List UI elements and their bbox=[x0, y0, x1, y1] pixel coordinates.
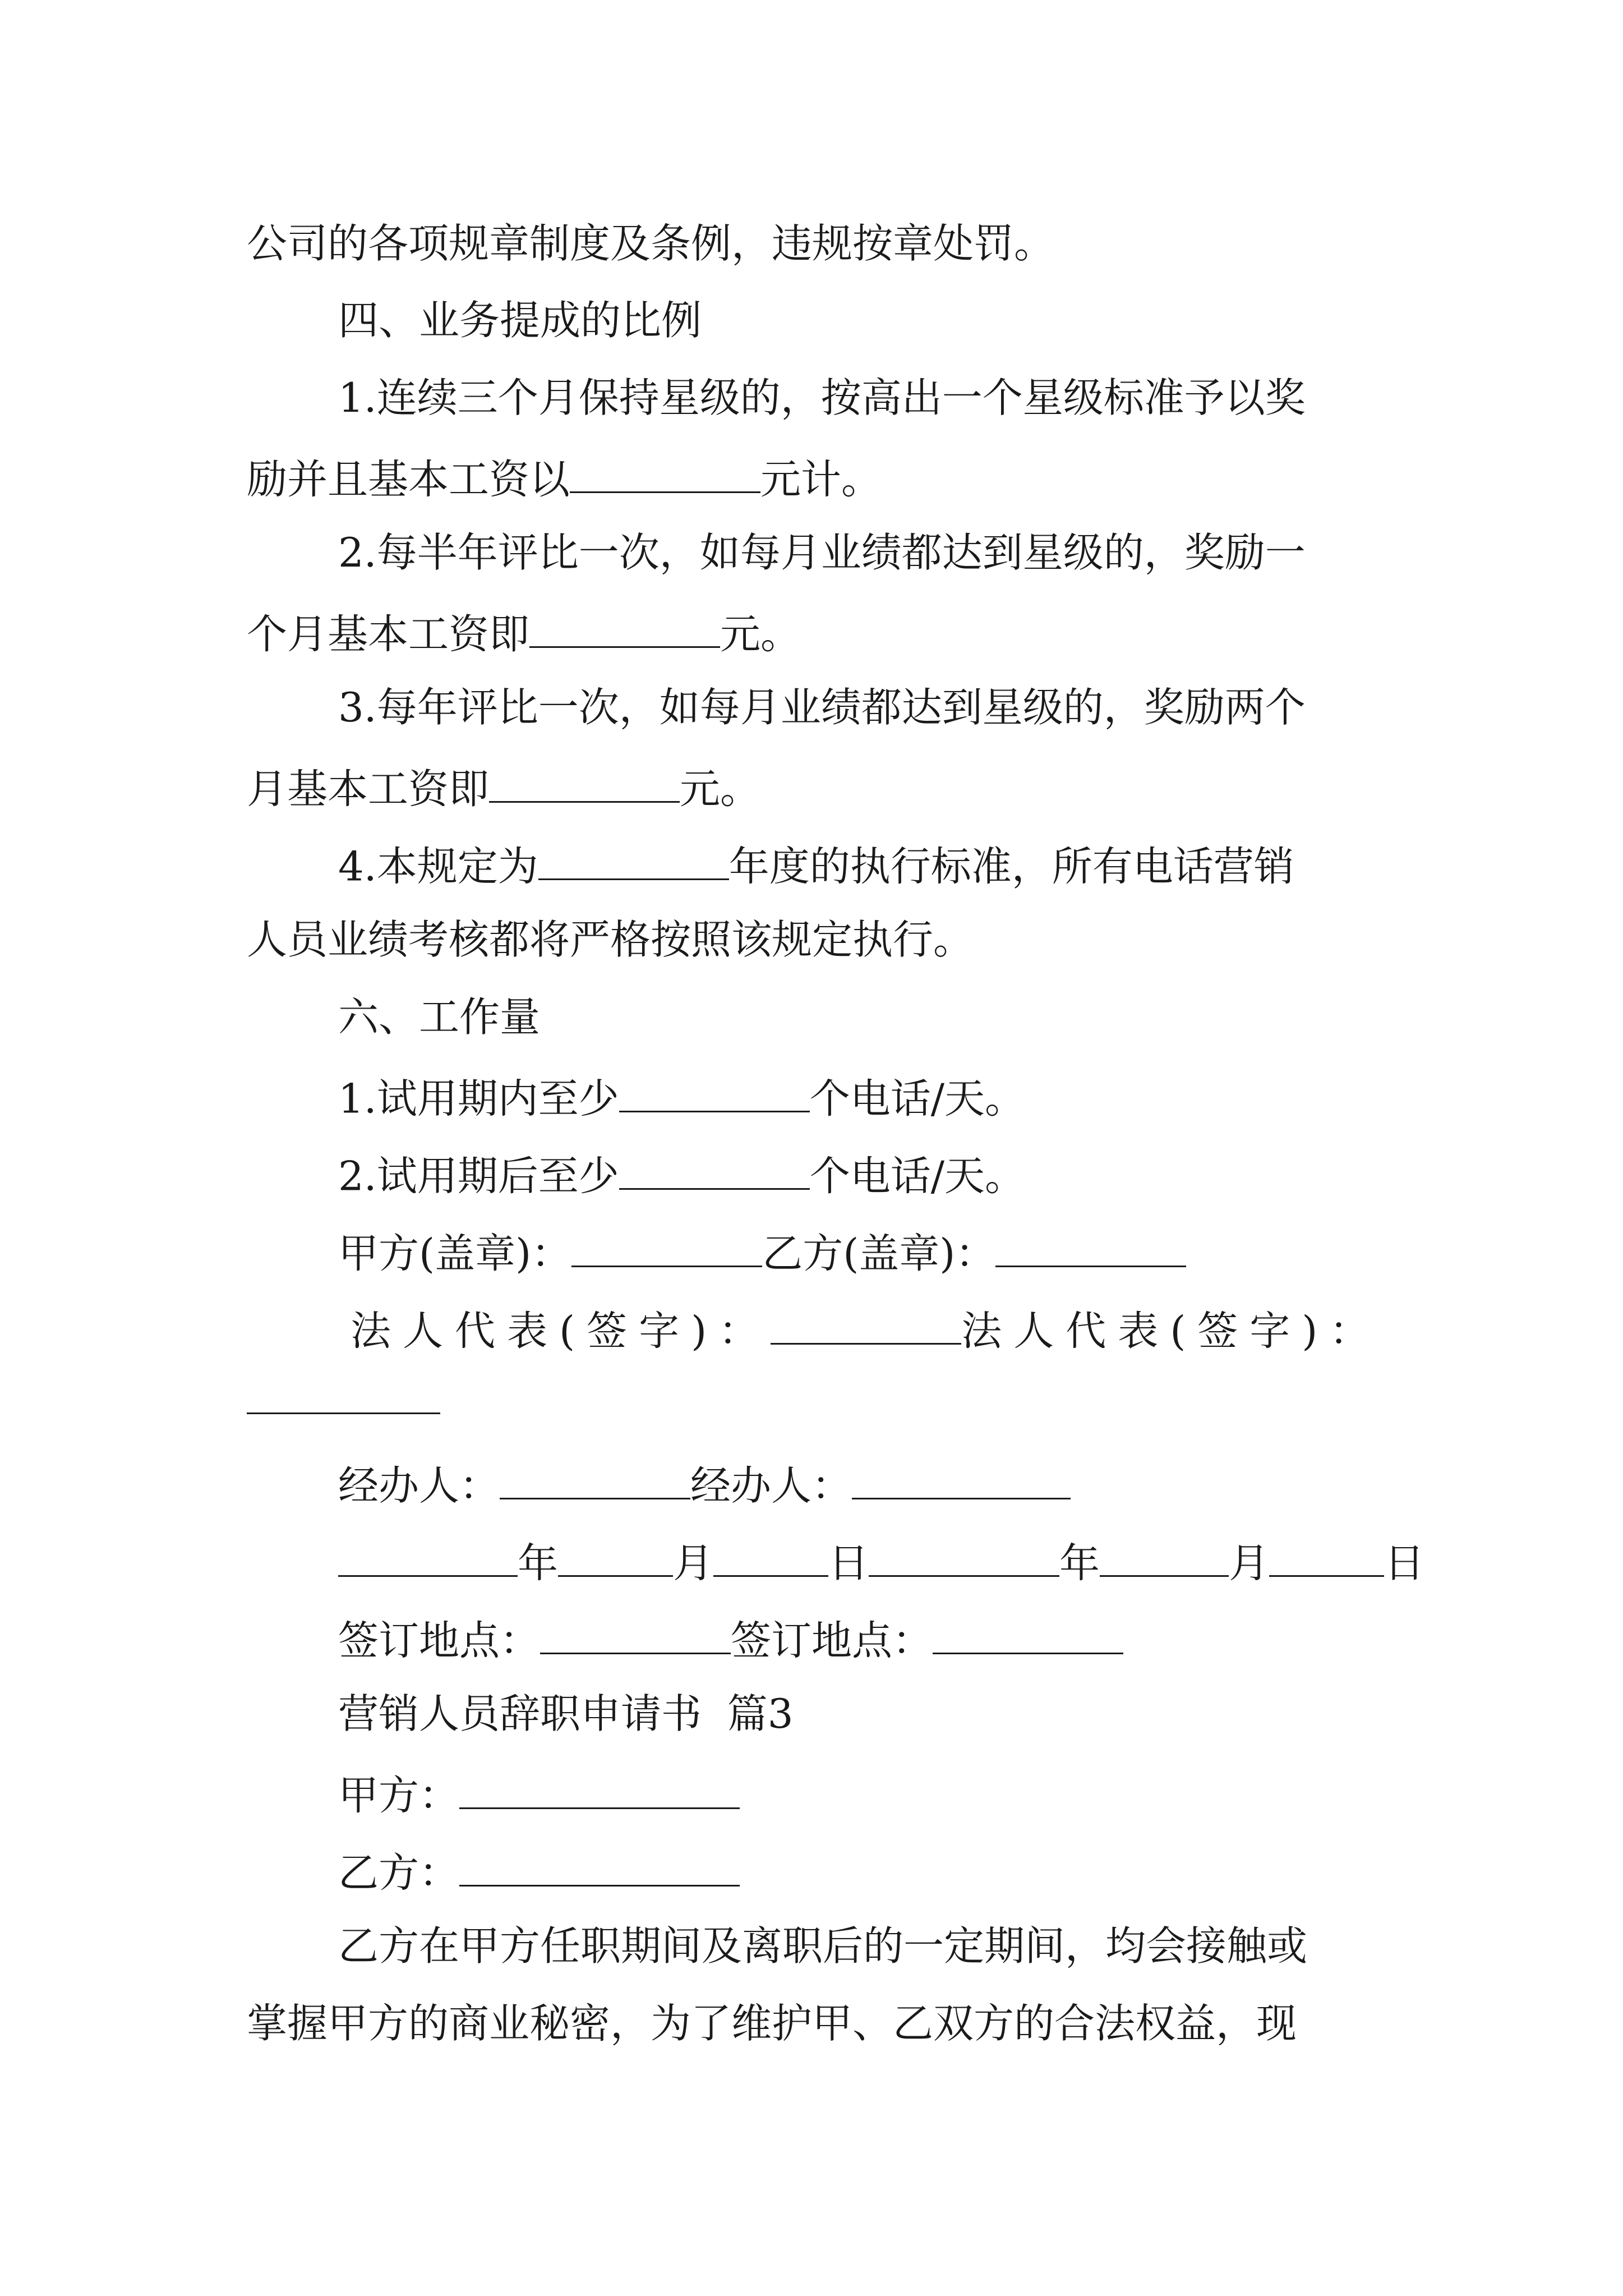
workload-item-1 bbox=[338, 1074, 1025, 1122]
blank-line[interactable] bbox=[619, 1074, 810, 1112]
party-a-label: 甲方： bbox=[338, 1772, 460, 1819]
party-a-place-label: 签订地点： bbox=[338, 1617, 541, 1664]
handler-line bbox=[338, 1461, 1071, 1510]
list-item-1-line-2 bbox=[247, 455, 882, 503]
section-heading-6: 六、工作量 bbox=[338, 993, 541, 1041]
party-b-handler-label: 经办人： bbox=[690, 1462, 852, 1510]
blank-line[interactable] bbox=[570, 455, 760, 493]
party-a-legal-rep-label: 法人代表(签字)： bbox=[351, 1307, 771, 1355]
text-fragment: 4.本规定为 bbox=[338, 843, 538, 890]
blank-line[interactable] bbox=[247, 1412, 440, 1414]
party-b-seal-label: 乙方(盖章)： bbox=[762, 1230, 996, 1277]
list-item-3-line-1: 3.每年评比一次，如每月业绩都达到星级的，奖励两个 bbox=[338, 684, 1306, 731]
blank-line[interactable] bbox=[500, 1461, 690, 1499]
seal-line bbox=[338, 1229, 1186, 1277]
blank-line[interactable] bbox=[571, 1229, 762, 1267]
party-a-line bbox=[338, 1771, 740, 1819]
blank-line[interactable] bbox=[771, 1306, 961, 1345]
blank-line[interactable] bbox=[538, 842, 729, 880]
year-blank[interactable] bbox=[869, 1539, 1059, 1577]
section-title: 营销人员辞职申请书 篇3 bbox=[338, 1690, 794, 1737]
month-label: 月 bbox=[1229, 1539, 1270, 1587]
legal-rep-line bbox=[351, 1306, 1382, 1355]
year-label: 年 bbox=[1059, 1539, 1100, 1587]
text-fragment: 元。 bbox=[680, 765, 761, 813]
month-blank[interactable] bbox=[558, 1539, 673, 1577]
blank-line[interactable] bbox=[540, 1616, 731, 1654]
day-label: 日 bbox=[828, 1539, 869, 1587]
text-fragment: 元。 bbox=[720, 610, 801, 658]
text-fragment: 年度的执行标准，所有电话营销 bbox=[728, 843, 1294, 890]
party-a-handler-label: 经办人： bbox=[338, 1462, 500, 1510]
text-fragment: 元计。 bbox=[760, 455, 882, 503]
text-fragment: 月基本工资即 bbox=[247, 765, 490, 813]
list-item-4-line-1 bbox=[338, 842, 1294, 890]
month-label: 月 bbox=[673, 1539, 714, 1587]
text-fragment: 个月基本工资即 bbox=[247, 610, 530, 658]
party-b-label: 乙方： bbox=[338, 1849, 460, 1897]
day-blank[interactable] bbox=[1269, 1539, 1384, 1577]
text-fragment: 个电话/天。 bbox=[809, 1152, 1025, 1200]
list-item-3-line-2 bbox=[247, 765, 761, 813]
text-fragment: 2.试用期后至少 bbox=[338, 1152, 619, 1200]
year-label: 年 bbox=[518, 1539, 559, 1587]
date-line bbox=[338, 1539, 1425, 1587]
text-fragment: 励并且基本工资以 bbox=[247, 455, 570, 503]
blank-line[interactable] bbox=[995, 1229, 1186, 1267]
party-b-legal-rep-label: 法人代表(签字)： bbox=[961, 1307, 1382, 1355]
text-fragment: 1.试用期内至少 bbox=[338, 1075, 619, 1122]
party-a-seal-label: 甲方(盖章)： bbox=[338, 1230, 572, 1277]
list-item-2-line-1: 2.每半年评比一次，如每月业绩都达到星级的，奖励一 bbox=[338, 529, 1306, 576]
party-b-place-label: 签订地点： bbox=[731, 1617, 933, 1664]
blank-line[interactable] bbox=[529, 610, 720, 648]
section-heading-4: 四、业务提成的比例 bbox=[338, 297, 702, 344]
list-item-4-line-2: 人员业绩考核都将严格按照该规定执行。 bbox=[247, 916, 974, 963]
signing-place-line bbox=[338, 1616, 1123, 1664]
workload-item-2 bbox=[338, 1152, 1025, 1200]
text-fragment: 个电话/天。 bbox=[809, 1075, 1025, 1122]
blank-line[interactable] bbox=[459, 1848, 740, 1887]
blank-line[interactable] bbox=[933, 1616, 1123, 1654]
day-label: 日 bbox=[1384, 1539, 1425, 1587]
paragraph-line: 公司的各项规章制度及条例，违规按章处罚。 bbox=[247, 220, 1055, 267]
list-item-2-line-2 bbox=[247, 610, 801, 658]
paragraph-line: 乙方在甲方任职期间及离职后的一定期间，均会接触或 bbox=[338, 1922, 1308, 1970]
day-blank[interactable] bbox=[713, 1539, 828, 1577]
year-blank[interactable] bbox=[338, 1539, 518, 1577]
blank-line[interactable] bbox=[489, 765, 680, 803]
party-b-line bbox=[338, 1848, 740, 1897]
paragraph-line: 掌握甲方的商业秘密，为了维护甲、乙双方的合法权益，现 bbox=[247, 2000, 1297, 2047]
month-blank[interactable] bbox=[1100, 1539, 1229, 1577]
blank-line[interactable] bbox=[852, 1461, 1071, 1499]
blank-line[interactable] bbox=[619, 1152, 810, 1190]
blank-line[interactable] bbox=[459, 1771, 740, 1809]
list-item-1-line-1: 1.连续三个月保持星级的，按高出一个星级标准予以奖 bbox=[338, 374, 1306, 421]
